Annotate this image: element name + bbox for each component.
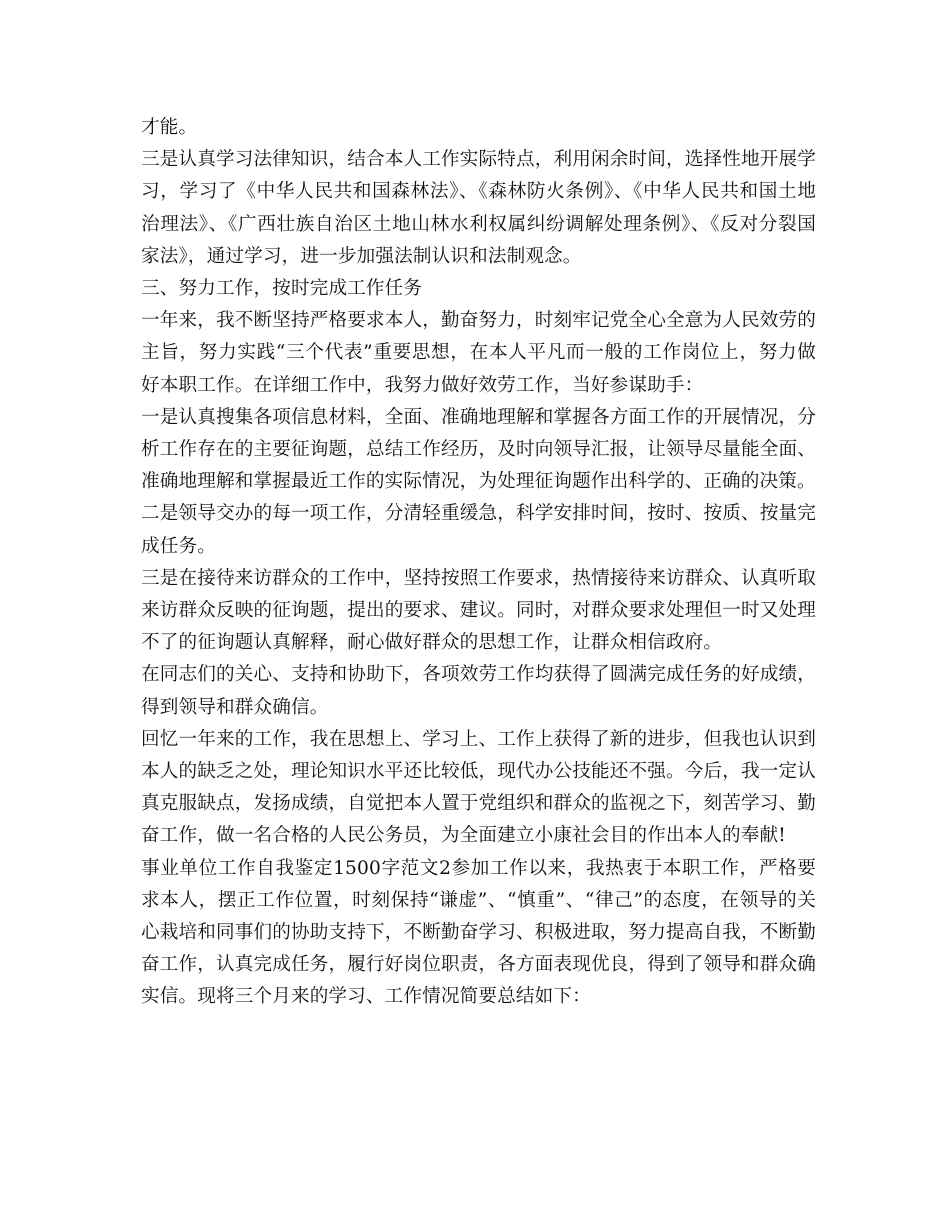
paragraph-year-summary: 一年来，我不断坚持严格要求本人，勤奋努力，时刻牢记党全心全意为人民效劳的主旨，努力实践“三个代表”重要思想，在本人平凡而一般的工作岗位上，努力做好本职工作。在详细工作中，我努力做好效劳工作，当好参谋助手： — [141, 310, 816, 396]
paragraph-reflection: 回忆一年来的工作，我在思想上、学习上、工作上获得了新的进步，但我也认识到本人的缺乏之处，理论知识水平还比较低，现代办公技能还不强。今后，我一定认真克服缺点，发扬成绩，自觉把本人置于党组织和群众的监视之下，刻苦学习、勤奋工作，做一名合格的人民公务员，为全面建立小康社会目的作出本人的奉献! — [141, 728, 816, 847]
paragraph-continuation: 才能。 — [141, 117, 198, 138]
document-body — [141, 112, 816, 1014]
paragraph-law-study: 三是认真学习法律知识，结合本人工作实际特点，利用闲余时间，选择性地开展学习，学习了《中华人民共和国森林法》、《森林防火条例》、《中华人民共和国土地治理法》、《广西壮族自治区土地山林水利权属纠纷调解处理条例》、《反对分裂国家法》，通过学习，进一步加强法制认识和法制观念。 — [141, 149, 816, 267]
paragraph-sample-two: 事业单位工作自我鉴定1500字范文2参加工作以来，我热衷于本职工作，严格要求本人，摆正工作位置，时刻保持“谦虚”、“慎重”、“律己”的态度，在领导的关心栽培和同事们的协助支持下，不断勤奋学习、积极进取，努力提高自我，不断勤奋工作，认真完成任务，履行好岗位职责，各方面表现优良，得到了领导和群众确实信。现将三个月来的学习、工作情况简要总结如下： — [141, 857, 816, 1008]
paragraph-achievements: 在同志们的关心、支持和协助下，各项效劳工作均获得了圆满完成任务的好成绩，得到领导和群众确信。 — [141, 664, 816, 718]
paragraph-information-collection: 一是认真搜集各项信息材料，全面、准确地理解和掌握各方面工作的开展情况，分析工作存在的主要征询题，总结工作经历，及时向领导汇报，让领导尽量能全面、准确地理解和掌握最近工作的实际情况，为处理征询题作出科学的、正确的决策。 — [141, 406, 816, 493]
paragraph-visitor-reception: 三是在接待来访群众的工作中，坚持按照工作要求，热情接待来访群众、认真听取来访群众反映的征询题，提出的要求、建议。同时，对群众要求处理但一时又处理不了的征询题认真解释，耐心做好群众的思想工作，让群众相信政府。 — [141, 567, 816, 654]
paragraph-assigned-tasks: 二是领导交办的每一项工作，分清轻重缓急，科学安排时间，按时、按质、按量完成任务。 — [141, 503, 816, 557]
section-heading-work: 三、努力工作，按时完成工作任务 — [141, 278, 423, 300]
